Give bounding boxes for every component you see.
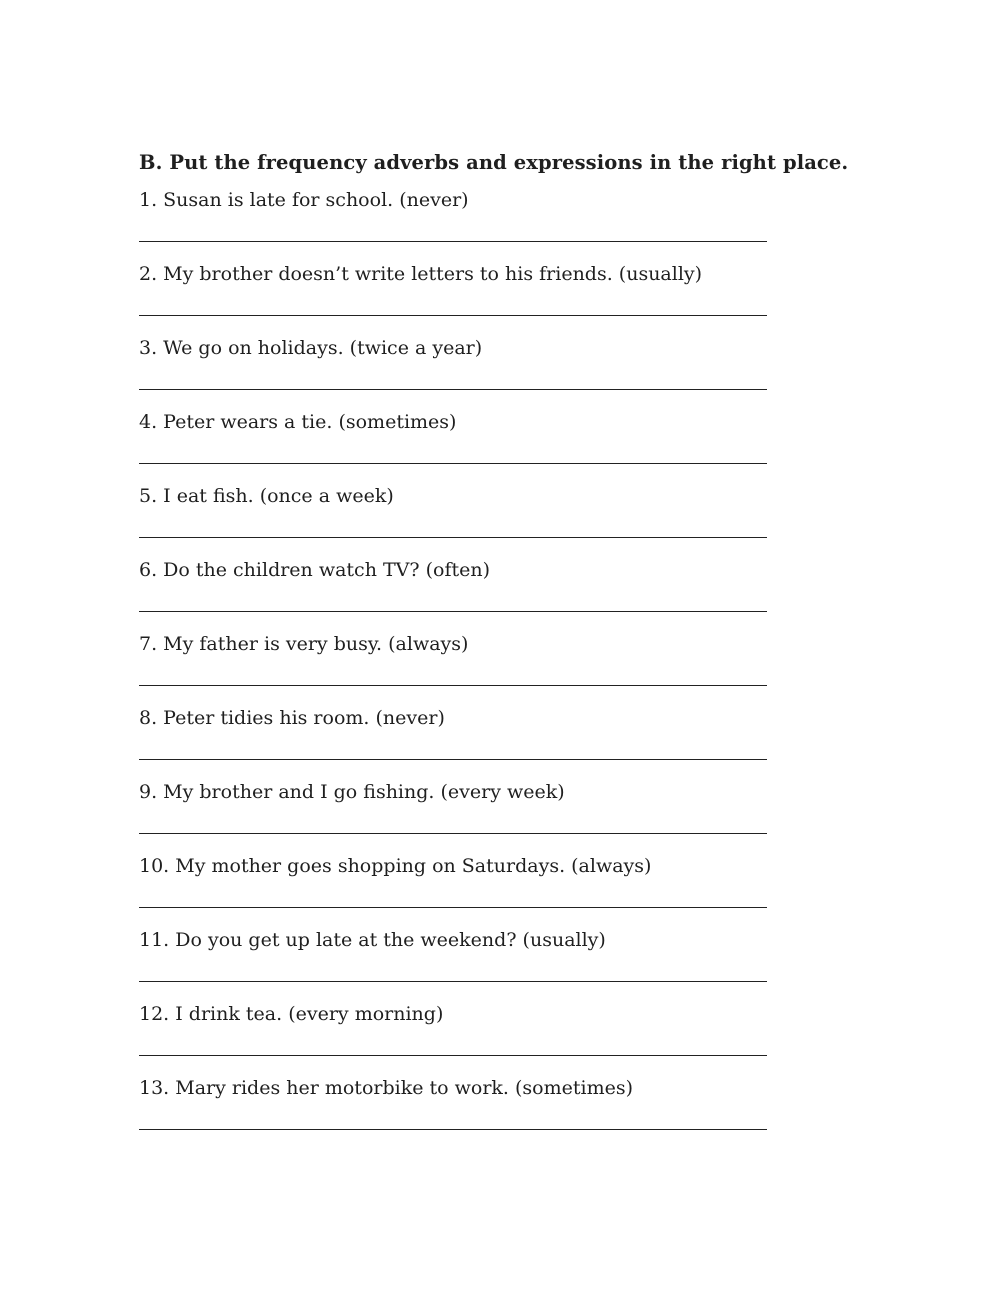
answer-line[interactable]: [139, 758, 767, 760]
exercise-items: [139, 188, 779, 1150]
exercise-prompt: 6. Do the children watch TV? (often): [139, 559, 491, 581]
answer-line[interactable]: [139, 684, 767, 686]
exercise-prompt: 4. Peter wears a tie. (sometimes): [139, 411, 457, 433]
exercise-prompt: 1. Susan is late for school. (never): [139, 189, 469, 211]
exercise-item: [139, 262, 779, 336]
exercise-item: [139, 928, 779, 1002]
exercise-item: [139, 336, 779, 410]
answer-line[interactable]: [139, 536, 767, 538]
exercise-item: [139, 188, 779, 262]
exercise-item: [139, 854, 779, 928]
exercise-prompt: 13. Mary rides her motorbike to work. (sometimes): [139, 1077, 633, 1099]
answer-line[interactable]: [139, 1054, 767, 1056]
answer-line[interactable]: [139, 388, 767, 390]
exercise-item: [139, 1076, 779, 1150]
answer-line[interactable]: [139, 610, 767, 612]
answer-line[interactable]: [139, 980, 767, 982]
answer-line[interactable]: [139, 462, 767, 464]
exercise-item: [139, 1002, 779, 1076]
exercise-item: [139, 780, 779, 854]
exercise-item: [139, 410, 779, 484]
exercise-prompt: 10. My mother goes shopping on Saturdays. (always): [139, 855, 652, 877]
exercise-prompt: 8. Peter tidies his room. (never): [139, 707, 445, 729]
exercise-item: [139, 558, 779, 632]
answer-line[interactable]: [139, 240, 767, 242]
worksheet: [139, 150, 849, 1150]
exercise-prompt: 11. Do you get up late at the weekend? (usually): [139, 929, 606, 951]
exercise-prompt: 9. My brother and I go fishing. (every week): [139, 781, 565, 803]
exercise-prompt: 7. My father is very busy. (always): [139, 633, 469, 655]
exercise-prompt: 2. My brother doesn’t write letters to his friends. (usually): [139, 263, 703, 285]
exercise-prompt: 12. I drink tea. (every morning): [139, 1003, 444, 1025]
exercise-item: [139, 706, 779, 780]
answer-line[interactable]: [139, 1128, 767, 1130]
answer-line[interactable]: [139, 314, 767, 316]
exercise-item: [139, 632, 779, 706]
exercise-heading: B. Put the frequency adverbs and expressions in the right place.: [139, 151, 849, 174]
exercise-prompt: 5. I eat fish. (once a week): [139, 485, 394, 507]
exercise-item: [139, 484, 779, 558]
answer-line[interactable]: [139, 832, 767, 834]
answer-line[interactable]: [139, 906, 767, 908]
exercise-prompt: 3. We go on holidays. (twice a year): [139, 337, 483, 359]
